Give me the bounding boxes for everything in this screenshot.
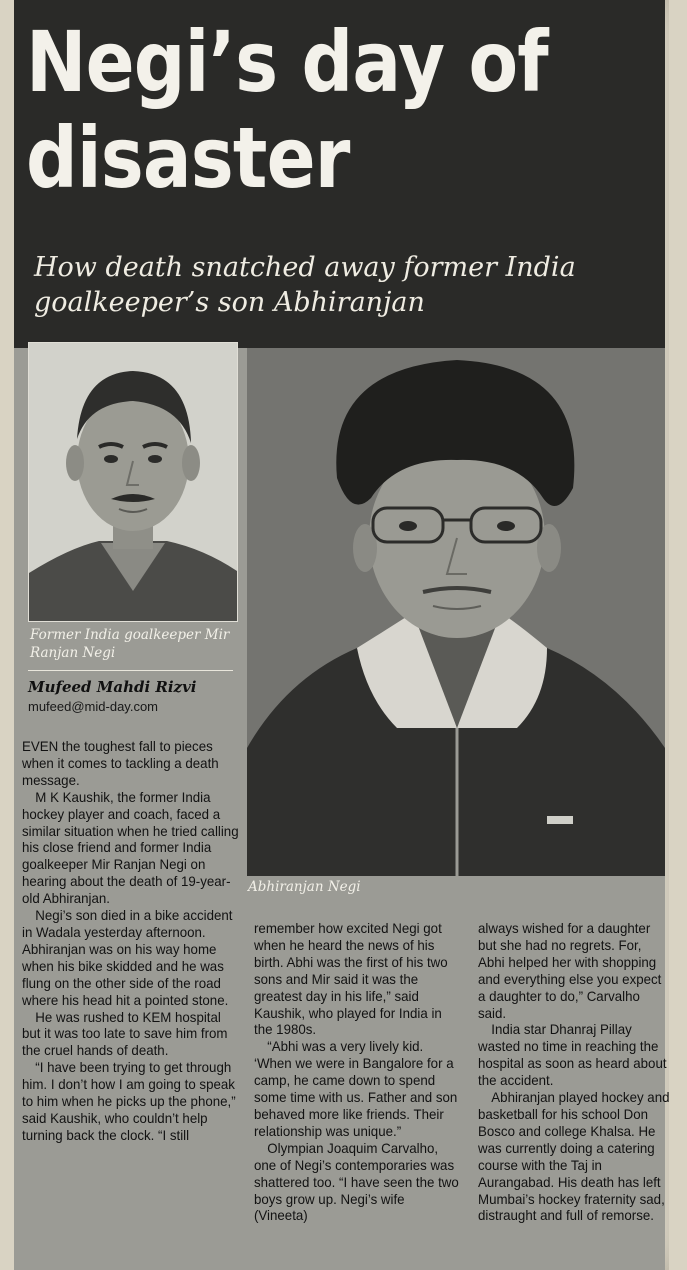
column-2-paragraph: remember how excited Negi got when he heard the news of his birth. Abhi was the first of his two sons and Mir said it was the greatest day in his life,” said Kaushik, who played for India in the 1980s. (254, 920, 448, 1038)
column-3-paragraph: always wished for a daughter but she had no regrets. For, Abhi helped her with shopping and everything else you expect a daughter to do,” Carvalho said. (478, 920, 662, 1021)
portrait-abhiranjan-illustration (247, 348, 665, 876)
column-3-paragraph: Abhiranjan played hockey and basketball for his school Don Bosco and college Khalsa. He was currently doing a catering course with the Taj in Aurangabad. His death has left Mumbai’s hockey fraternity sad, distraught and full of remorse. (478, 1089, 670, 1224)
byline-rule (28, 670, 233, 671)
photo-abhiranjan-negi (247, 348, 665, 876)
column-1-paragraph: He was rushed to KEM hospital but it was too late to save him from the cruel hands of death. (22, 1008, 228, 1059)
column-2-paragraph: Olympian Joaquim Carvalho, one of Negi’s contemporaries was shattered too. “I have seen the two boys grow up. Negi’s wife (Vineeta) (254, 1139, 459, 1224)
deck-subheadline: How death snatched away former India goalkeeper’s son Abhiranjan (34, 252, 576, 318)
photo-mir-ranjan-negi (28, 342, 238, 622)
byline-email: mufeed@mid-day.com (28, 699, 158, 714)
article-column-1 (22, 738, 239, 1144)
column-1-paragraph: M K Kaushik, the former India hockey player and coach, faced a similar situation when he tried calling his close friend and former India goalkeeper Mir Ranjan Negi on hearing about the death of 19-year-old Abhiranjan. (22, 788, 239, 907)
article-column-3 (478, 920, 670, 1224)
article-column-2 (254, 920, 459, 1224)
caption-right-photo: Abhiranjan Negi (248, 879, 361, 895)
caption-left-photo: Former India goalkeeper Mir Ranjan Negi (30, 627, 230, 661)
column-1-paragraph: “I have been trying to get through him. I don’t how I am going to speak to him when he picks up the phone,” said Kaushik, who couldn’t help turning back the clock. “I still (22, 1059, 236, 1143)
column-3-paragraph: India star Dhanraj Pillay wasted no time in reaching the hospital as soon as heard about the accident. (478, 1021, 667, 1089)
column-1-paragraph: EVEN the toughest fall to pieces when it comes to tackling a death message. (22, 738, 219, 788)
portrait-negi-illustration (29, 343, 237, 621)
byline-name: Mufeed Mahdi Rizvi (28, 678, 197, 696)
headline: Negi’s day of disaster (26, 13, 548, 207)
column-2-paragraph: “Abhi was a very lively kid. ‘When we were in Bangalore for a camp, he came down to spend some time with us. Father and son behaved more like friends. Their relationship was unique.” (254, 1038, 458, 1139)
column-1-paragraph: Negi’s son died in a bike accident in Wadala yesterday afternoon. Abhiranjan was on his way home when his bike skidded and he was flung on the other side of the road where his head hit a pointed stone. (22, 907, 233, 1008)
